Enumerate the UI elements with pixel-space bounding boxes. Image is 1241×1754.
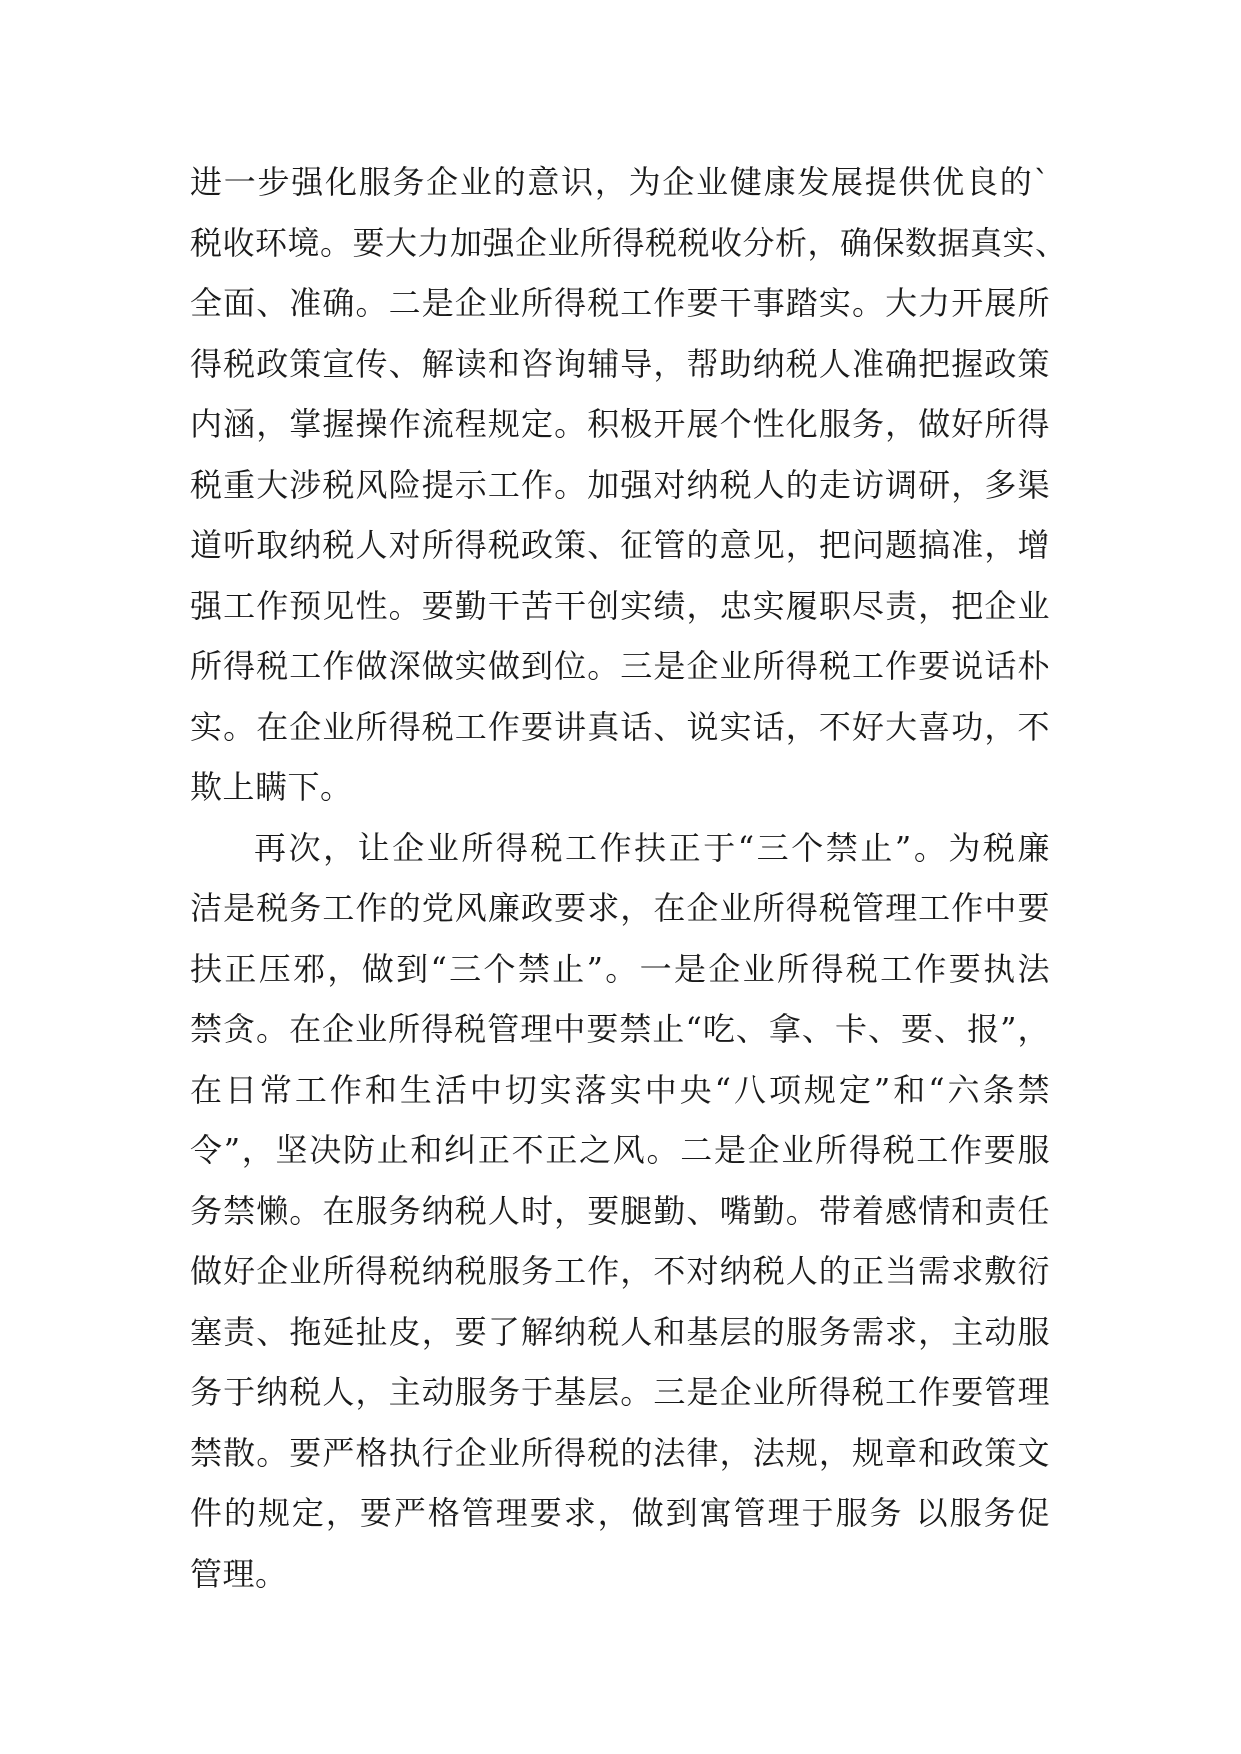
text-line: 做好企业所得税纳税服务工作，不对纳税人的正当需求敷衍	[190, 1252, 1050, 1290]
text-line: 在日常工作和生活中切实落实中央“八项规定”和“六条禁	[190, 1070, 1050, 1109]
paragraph-2	[190, 818, 1050, 1605]
text-line: 务禁懒。在服务纳税人时，要腿勤、嘴勤。带着感情和责任	[190, 1191, 1050, 1230]
text-line: 得税政策宣传、解读和咨询辅导，帮助纳税人准确把握政策	[190, 344, 1050, 383]
text-line: 欺上瞒下。	[190, 768, 353, 806]
text-line: 全面、准确。二是企业所得税工作要干事踏实。大力开展所	[190, 284, 1050, 322]
text-line: 内涵，掌握操作流程规定。积极开展个性化服务，做好所得	[190, 405, 1050, 443]
text-line: 洁是税务工作的党风廉政要求，在企业所得税管理工作中要	[190, 889, 1050, 927]
text-line: 强工作预见性。要勤干苦干创实绩，忠实履职尽责，把企业	[190, 586, 1050, 625]
text-line: 税重大涉税风险提示工作。加强对纳税人的走访调研，多渠	[190, 465, 1050, 504]
text-line: 禁贪。在企业所得税管理中要禁止“吃、拿、卡、要、报”，	[190, 1010, 1050, 1048]
text-line: 令”，坚决防止和纠正不正之风。二是企业所得税工作要服	[190, 1131, 1050, 1169]
text-line: 扶正压邪，做到“三个禁止”。一是企业所得税工作要执法	[190, 949, 1050, 988]
paragraph-1	[190, 152, 1068, 818]
text-line: 道听取纳税人对所得税政策、征管的意见，把问题搞准，增	[190, 526, 1050, 564]
text-line: 禁散。要严格执行企业所得税的法律，法规，规章和政策文	[190, 1433, 1050, 1472]
text-line: 塞责、拖延扯皮，要了解纳税人和基层的服务需求，主动服	[190, 1312, 1050, 1351]
body-text	[190, 152, 1068, 1604]
text-line: 管理。	[190, 1554, 288, 1593]
text-line-indented: 再次，让企业所得税工作扶正于“三个禁止”。为税廉	[254, 828, 1050, 867]
text-line: 税收环境。要大力加强企业所得税税收分析，确保数据真实、	[190, 223, 1068, 262]
text-line: 务于纳税人，主动服务于基层。三是企业所得税工作要管理	[190, 1373, 1050, 1411]
text-line: 所得税工作做深做实做到位。三是企业所得税工作要说话朴	[190, 647, 1050, 685]
text-line: 进一步强化服务企业的意识，为企业健康发展提供优良的`	[190, 163, 1050, 201]
text-line: 实。在企业所得税工作要讲真话、说实话，不好大喜功，不	[190, 707, 1050, 746]
text-line: 件的规定，要严格管理要求，做到寓管理于服务 以服务促	[190, 1494, 1050, 1532]
